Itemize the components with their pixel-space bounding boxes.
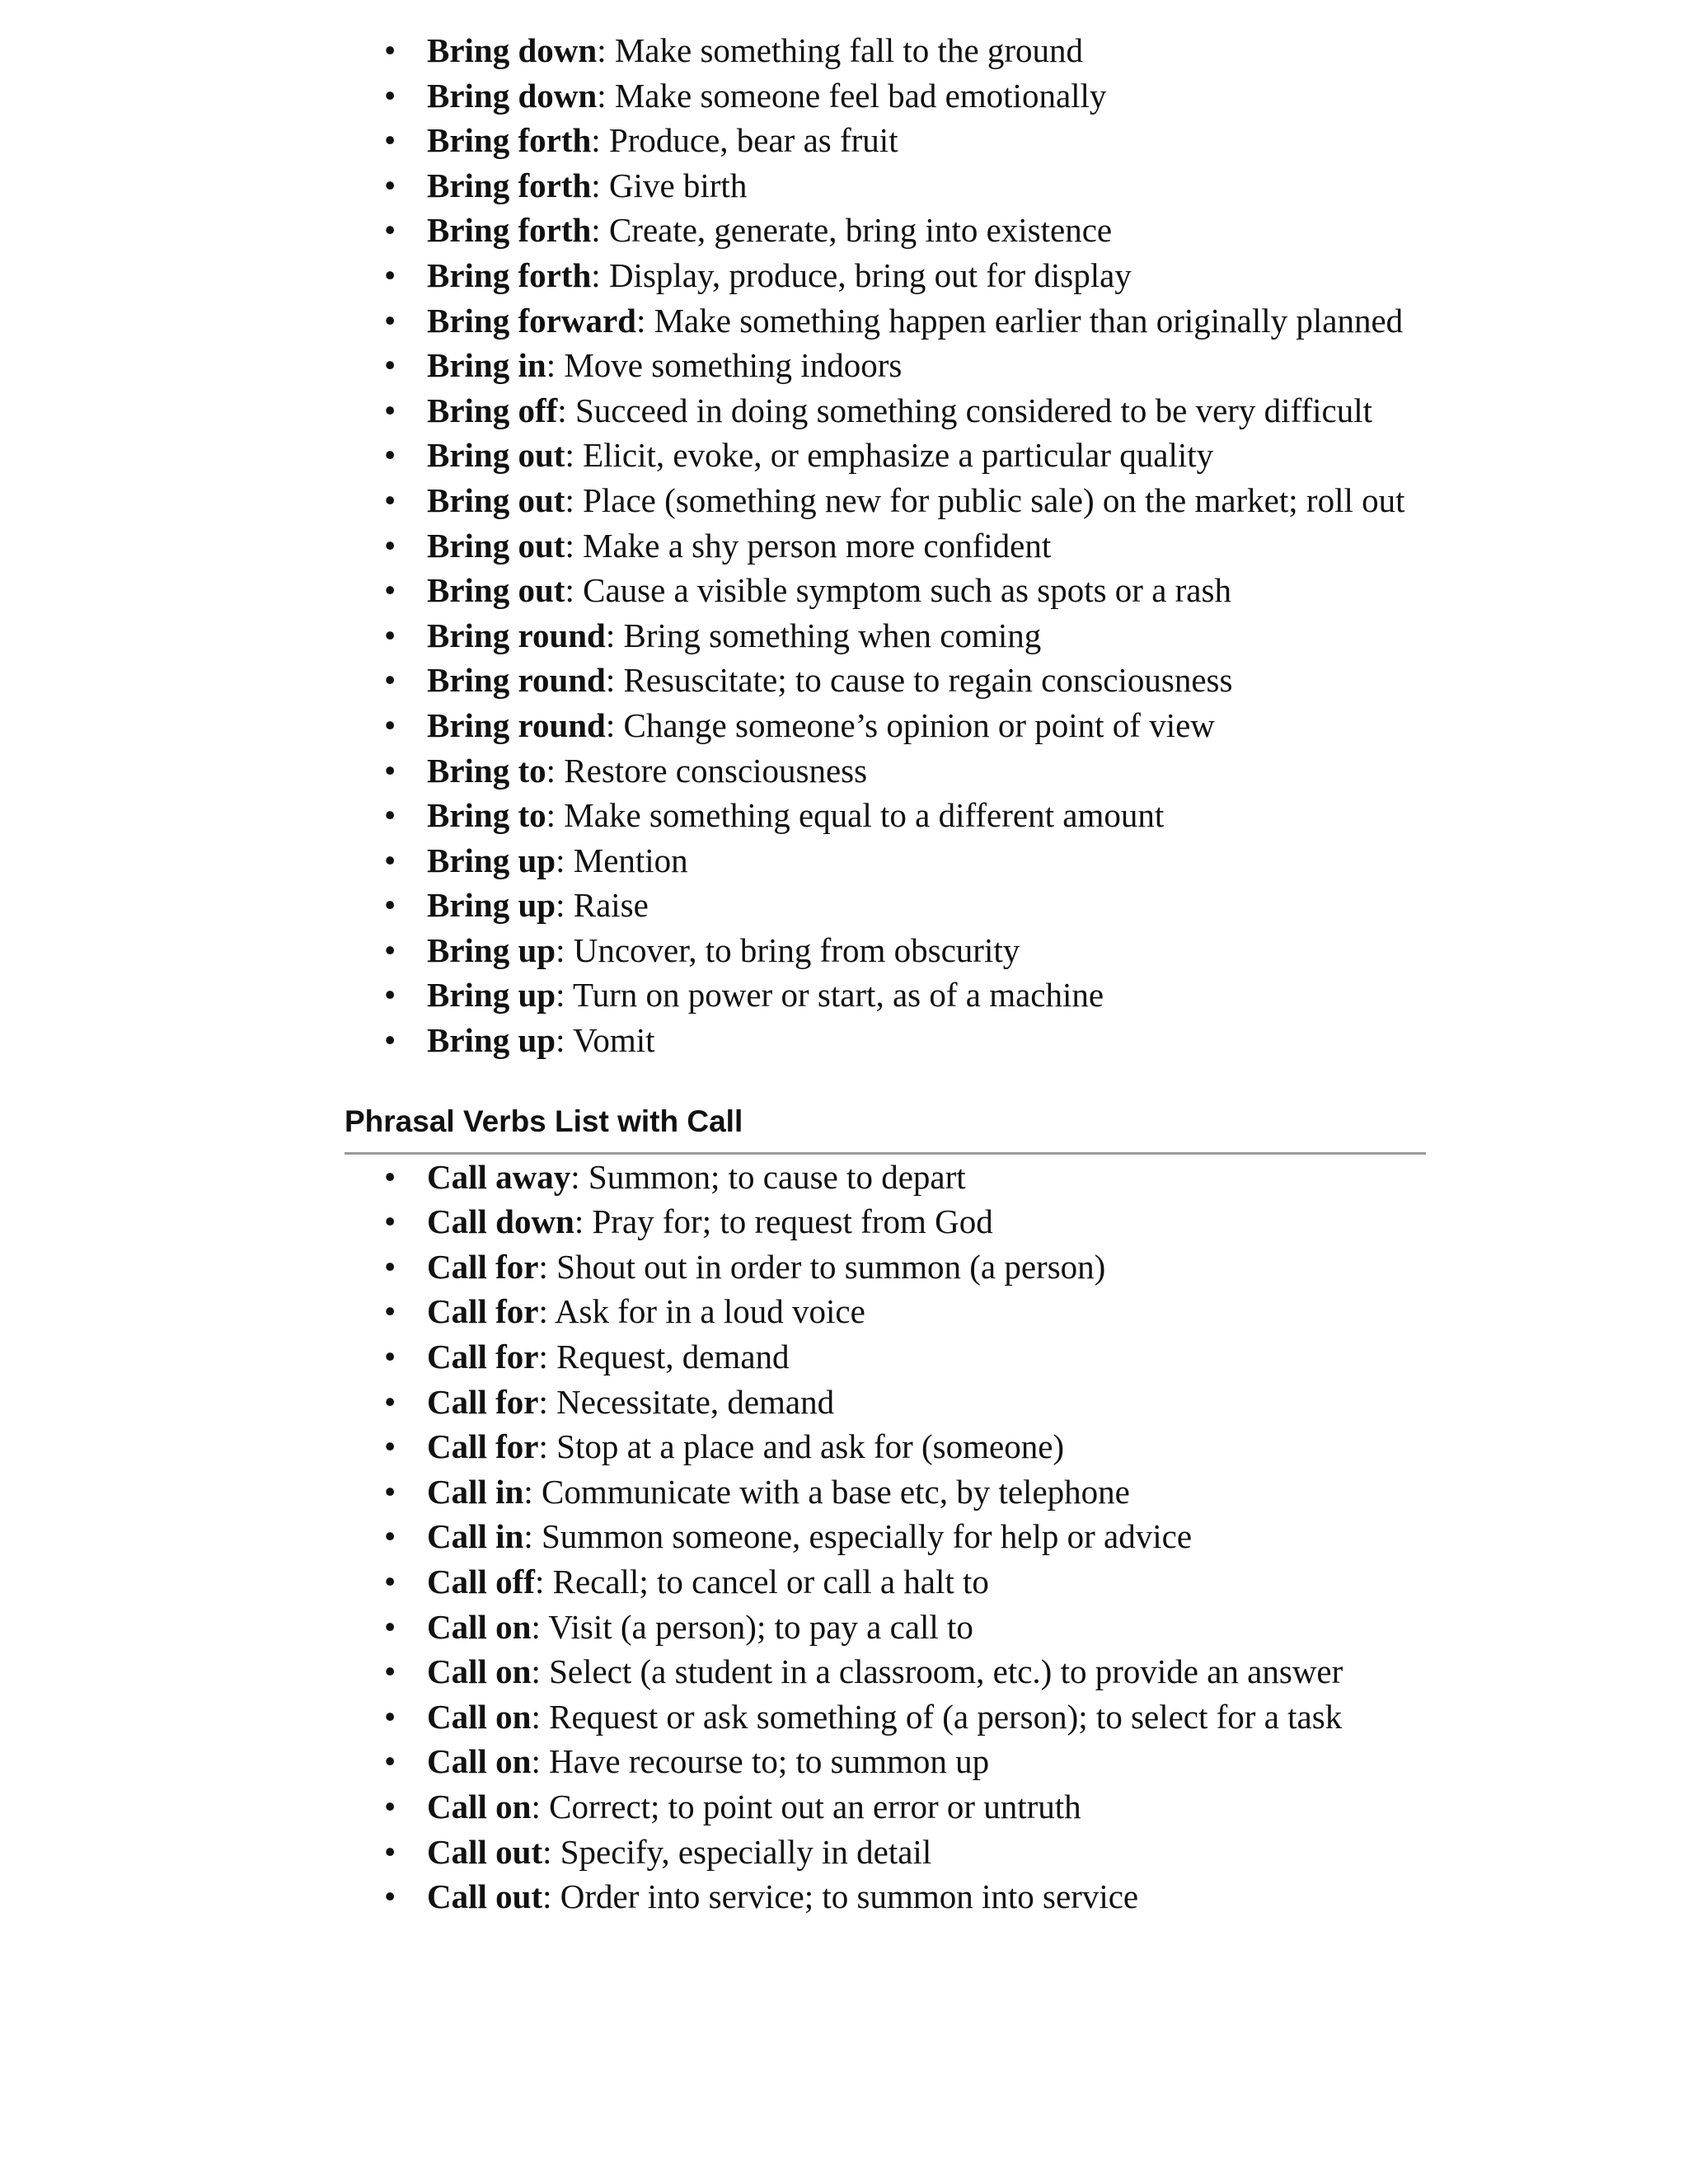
list-item xyxy=(384,1649,1426,1694)
phrasal-verb-term: Call away xyxy=(427,1157,571,1196)
phrasal-verb-definition: : Request or ask something of (a person); to select for a task xyxy=(531,1697,1343,1736)
phrasal-verb-term: Bring forth xyxy=(427,166,592,204)
phrasal-verb-term: Bring up xyxy=(427,841,556,879)
phrasal-verb-term: Bring forth xyxy=(427,211,592,250)
phrasal-verb-term: Bring round xyxy=(427,705,606,744)
phrasal-verb-definition: : Make someone feel bad emotionally xyxy=(597,76,1107,115)
bullet-icon: • xyxy=(384,480,396,519)
phrasal-verb-definition: : Correct; to point out an error or untruth xyxy=(531,1787,1081,1825)
bullet-icon: • xyxy=(384,1157,396,1196)
phrasal-verb-term: Bring up xyxy=(427,1021,556,1060)
phrasal-verb-term: Bring down xyxy=(427,31,598,69)
list-item xyxy=(384,253,1426,298)
list-item xyxy=(384,343,1426,388)
phrasal-verb-definition: : Stop at a place and ask for (someone) xyxy=(538,1427,1065,1466)
phrasal-verb-definition: : Shout out in order to summon (a person) xyxy=(538,1247,1106,1286)
bullet-icon: • xyxy=(384,796,396,835)
list-item xyxy=(384,298,1426,344)
bullet-icon: • xyxy=(384,661,396,700)
phrasal-verb-term: Bring out xyxy=(427,571,565,610)
phrasal-verb-term: Call in xyxy=(427,1517,524,1556)
phrasal-verb-definition: : Specify, especially in detail xyxy=(542,1832,932,1871)
bullet-icon: • xyxy=(384,1652,396,1691)
phrasal-verb-term: Call off xyxy=(427,1563,535,1601)
bullet-icon: • xyxy=(384,166,396,204)
phrasal-verb-term: Call down xyxy=(427,1202,574,1241)
phrasal-verb-term: Call out xyxy=(427,1832,543,1871)
bullet-icon: • xyxy=(384,1382,396,1421)
phrasal-verb-term: Call out xyxy=(427,1877,543,1916)
list-item xyxy=(384,433,1426,478)
phrasal-verb-definition: : Display, produce, bring out for display xyxy=(591,255,1132,294)
phrasal-verb-definition: : Move something indoors xyxy=(546,346,903,385)
bullet-icon: • xyxy=(384,255,396,294)
bullet-icon: • xyxy=(384,886,396,925)
list-item xyxy=(384,613,1426,658)
bullet-icon: • xyxy=(384,346,396,385)
list-item xyxy=(384,1244,1426,1290)
bullet-icon: • xyxy=(384,121,396,160)
list-item xyxy=(384,1380,1426,1425)
list-item xyxy=(384,163,1426,209)
phrasal-verb-definition: : Cause a visible symptom such as spots or a rash xyxy=(565,571,1231,610)
list-item xyxy=(384,1694,1426,1740)
phrasal-verb-term: Bring out xyxy=(427,526,565,565)
phrasal-verb-term: Bring to xyxy=(427,796,546,835)
phrasal-verb-definition: : Produce, bear as fruit xyxy=(591,121,898,160)
phrasal-verb-term: Call on xyxy=(427,1607,532,1646)
bullet-icon: • xyxy=(384,1292,396,1331)
phrasal-verb-definition: : Raise xyxy=(556,886,649,925)
list-item xyxy=(384,703,1426,748)
phrasal-verb-definition: : Elicit, evoke, or emphasize a particular quality xyxy=(565,436,1214,475)
phrasal-verb-definition: : Make something happen earlier than originally planned xyxy=(635,301,1404,340)
phrasal-verb-definition: : Uncover, to bring from obscurity xyxy=(556,930,1020,969)
phrasal-verb-definition: : Create, generate, bring into existence xyxy=(591,211,1113,250)
list-item xyxy=(384,1155,1426,1200)
list-item xyxy=(384,972,1426,1018)
list-item xyxy=(384,883,1426,928)
phrasal-verb-definition: : Have recourse to; to summon up xyxy=(531,1742,990,1781)
phrasal-verb-definition: : Give birth xyxy=(591,166,748,204)
phrasal-verb-term: Call for xyxy=(427,1427,539,1466)
bullet-icon: • xyxy=(384,1472,396,1511)
phrasal-verb-term: Call for xyxy=(427,1292,539,1331)
list-item xyxy=(384,838,1426,883)
bullet-icon: • xyxy=(384,976,396,1015)
list-item xyxy=(384,658,1426,703)
bullet-icon: • xyxy=(384,1787,396,1825)
phrasal-verb-definition: : Place (something new for public sale) on the market; roll out xyxy=(565,480,1405,519)
bullet-icon: • xyxy=(384,930,396,969)
bullet-icon: • xyxy=(384,1607,396,1646)
bullet-icon: • xyxy=(384,571,396,610)
phrasal-verb-term: Call for xyxy=(427,1382,539,1421)
list-item xyxy=(384,28,1426,73)
phrasal-verb-term: Call in xyxy=(427,1472,524,1511)
phrasal-verb-term: Bring down xyxy=(427,76,598,115)
list-item xyxy=(384,1514,1426,1559)
bullet-icon: • xyxy=(384,436,396,475)
list-item xyxy=(384,793,1426,838)
list-item xyxy=(384,1784,1426,1830)
phrasal-verb-definition: : Make something equal to a different amount xyxy=(546,796,1165,835)
phrasal-verb-definition: : Visit (a person); to pay a call to xyxy=(531,1607,973,1646)
list-item xyxy=(384,1830,1426,1875)
phrasal-verb-term: Call for xyxy=(427,1247,539,1286)
bullet-icon: • xyxy=(384,705,396,744)
bullet-icon: • xyxy=(384,1517,396,1556)
phrasal-verb-definition: : Select (a student in a classroom, etc.) to provide an answer xyxy=(531,1652,1343,1691)
bring-phrasal-verbs-list xyxy=(345,28,1426,1063)
phrasal-verb-term: Bring round xyxy=(427,616,606,654)
bullet-icon: • xyxy=(384,841,396,879)
list-item xyxy=(384,118,1426,163)
list-item xyxy=(384,928,1426,973)
phrasal-verb-definition: : Resuscitate; to cause to regain consciousness xyxy=(605,661,1233,700)
bullet-icon: • xyxy=(384,76,396,115)
bullet-icon: • xyxy=(384,301,396,340)
phrasal-verb-term: Bring out xyxy=(427,436,565,475)
list-item xyxy=(384,208,1426,253)
phrasal-verb-term: Call on xyxy=(427,1652,532,1691)
list-item xyxy=(384,1424,1426,1469)
phrasal-verb-term: Bring in xyxy=(427,346,546,385)
bullet-icon: • xyxy=(384,526,396,565)
phrasal-verb-definition: : Request, demand xyxy=(538,1338,790,1376)
bullet-icon: • xyxy=(384,1742,396,1781)
phrasal-verb-definition: : Mention xyxy=(556,841,688,879)
bullet-icon: • xyxy=(384,616,396,654)
phrasal-verb-definition: : Communicate with a base etc, by telephone xyxy=(523,1472,1130,1511)
phrasal-verb-definition: : Restore consciousness xyxy=(546,751,868,790)
bullet-icon: • xyxy=(384,751,396,790)
phrasal-verb-definition: : Order into service; to summon into service xyxy=(542,1877,1139,1916)
list-item xyxy=(384,568,1426,613)
bullet-icon: • xyxy=(384,1338,396,1376)
phrasal-verb-definition: : Recall; to cancel or call a halt to xyxy=(534,1563,989,1601)
list-item xyxy=(384,478,1426,523)
list-item xyxy=(384,748,1426,794)
list-item xyxy=(384,1559,1426,1605)
bullet-icon: • xyxy=(384,1877,396,1916)
bullet-icon: • xyxy=(384,1697,396,1736)
list-item xyxy=(384,1199,1426,1244)
phrasal-verb-term: Bring forth xyxy=(427,255,592,294)
phrasal-verb-term: Bring forward xyxy=(427,301,636,340)
phrasal-verb-definition: : Ask for in a loud voice xyxy=(538,1292,865,1331)
list-item xyxy=(384,1874,1426,1919)
list-item xyxy=(384,1469,1426,1515)
bullet-icon: • xyxy=(384,1202,396,1241)
phrasal-verb-definition: : Summon; to cause to depart xyxy=(570,1157,966,1196)
phrasal-verb-term: Call on xyxy=(427,1787,532,1825)
phrasal-verb-term: Bring to xyxy=(427,751,546,790)
bullet-icon: • xyxy=(384,31,396,69)
phrasal-verb-term: Call for xyxy=(427,1338,539,1376)
section-heading-call: Phrasal Verbs List with Call xyxy=(345,1103,1426,1155)
call-phrasal-verbs-list xyxy=(345,1155,1426,1919)
phrasal-verb-term: Bring up xyxy=(427,930,556,969)
list-item xyxy=(384,73,1426,119)
phrasal-verb-definition: : Summon someone, especially for help or advice xyxy=(523,1517,1193,1556)
phrasal-verb-definition: : Make a shy person more confident xyxy=(565,526,1052,565)
article-content xyxy=(345,28,1426,1919)
phrasal-verb-definition: : Succeed in doing something considered to be very difficult xyxy=(557,391,1373,429)
phrasal-verb-definition: : Turn on power or start, as of a machine xyxy=(556,976,1104,1015)
bullet-icon: • xyxy=(384,1427,396,1466)
phrasal-verb-term: Bring off xyxy=(427,391,558,429)
bullet-icon: • xyxy=(384,1247,396,1286)
phrasal-verb-term: Bring up xyxy=(427,886,556,925)
list-item xyxy=(384,388,1426,434)
bullet-icon: • xyxy=(384,1563,396,1601)
list-item xyxy=(384,1605,1426,1650)
phrasal-verb-term: Bring up xyxy=(427,976,556,1015)
list-item xyxy=(384,1739,1426,1784)
phrasal-verb-definition: : Make something fall to the ground xyxy=(597,31,1084,69)
list-item xyxy=(384,1018,1426,1063)
phrasal-verb-definition: : Necessitate, demand xyxy=(538,1382,835,1421)
bullet-icon: • xyxy=(384,391,396,429)
phrasal-verb-definition: : Change someone’s opinion or point of view xyxy=(605,705,1215,744)
list-item xyxy=(384,1289,1426,1334)
phrasal-verb-term: Call on xyxy=(427,1697,532,1736)
phrasal-verb-term: Bring forth xyxy=(427,121,592,160)
phrasal-verb-definition: : Bring something when coming xyxy=(605,616,1042,654)
phrasal-verb-definition: : Vomit xyxy=(556,1021,655,1060)
phrasal-verb-term: Bring round xyxy=(427,661,606,700)
phrasal-verb-definition: : Pray for; to request from God xyxy=(574,1202,993,1241)
phrasal-verb-term: Call on xyxy=(427,1742,532,1781)
phrasal-verb-term: Bring out xyxy=(427,480,565,519)
bullet-icon: • xyxy=(384,1832,396,1871)
bullet-icon: • xyxy=(384,211,396,250)
list-item xyxy=(384,523,1426,569)
bullet-icon: • xyxy=(384,1021,396,1060)
list-item xyxy=(384,1334,1426,1380)
